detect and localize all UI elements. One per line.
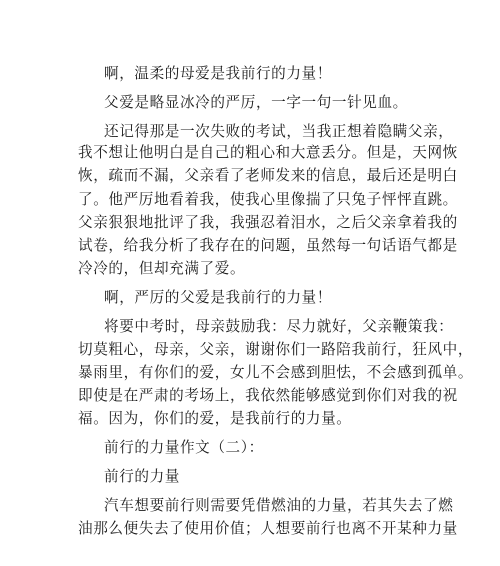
- paragraph-line: 啊，温柔的母爱是我前行的力量！: [104, 65, 332, 82]
- paragraph-line: 切莫粗心，母亲，父亲，谢谢你们一路陪我前行，狂风中，: [78, 341, 474, 358]
- paragraph-line: 父爱是略显冰冷的严厉，一字一句一针见血。: [104, 94, 408, 111]
- essay-title: 前行的力量: [104, 468, 180, 485]
- paragraph-line: 父亲狠狠地批评了我，我强忍着泪水，之后父亲拿着我的: [78, 214, 458, 231]
- paragraph-line: 汽车想要前行则需要凭借燃油的力量，若其失去了燃: [104, 497, 454, 514]
- paragraph-line: 恢，疏而不漏，父亲看了老师发来的信息，最后还是明白: [78, 167, 458, 184]
- paragraph-line: 啊，严厉的父爱是我前行的力量！: [104, 289, 332, 306]
- section-heading: 前行的力量作文（二）：: [104, 439, 264, 456]
- paragraph-line: 试卷，给我分析了我存在的问题，虽然每一句话语气都是: [78, 237, 458, 254]
- paragraph-line: 冷冷的，但却充满了爱。: [78, 260, 246, 277]
- paragraph-line: 我不想让他明白是自己的粗心和大意丢分。但是，天网恢: [78, 144, 458, 161]
- paragraph-line: 即使是在严肃的考场上，我依然能够感觉到你们对我的祝: [78, 387, 458, 404]
- paragraph-line: 油那么便失去了使用价值；人想要前行也离不开某种力量: [78, 520, 458, 537]
- paragraph-line: 还记得那是一次失败的考试，当我正想着隐瞒父亲，: [104, 123, 454, 140]
- paragraph-line: 将要中考时，母亲鼓励我：尽力就好，父亲鞭策我：: [104, 318, 454, 335]
- paragraph-line: 暴雨里，有你们的爱，女儿不会感到胆怯，不会感到孤单。: [78, 364, 474, 381]
- paragraph-line: 了。他严厉地看着我，使我心里像揣了只兔子怦怦直跳。: [78, 191, 458, 208]
- paragraph-line: 福。因为，你们的爱，是我前行的力量。: [78, 410, 352, 427]
